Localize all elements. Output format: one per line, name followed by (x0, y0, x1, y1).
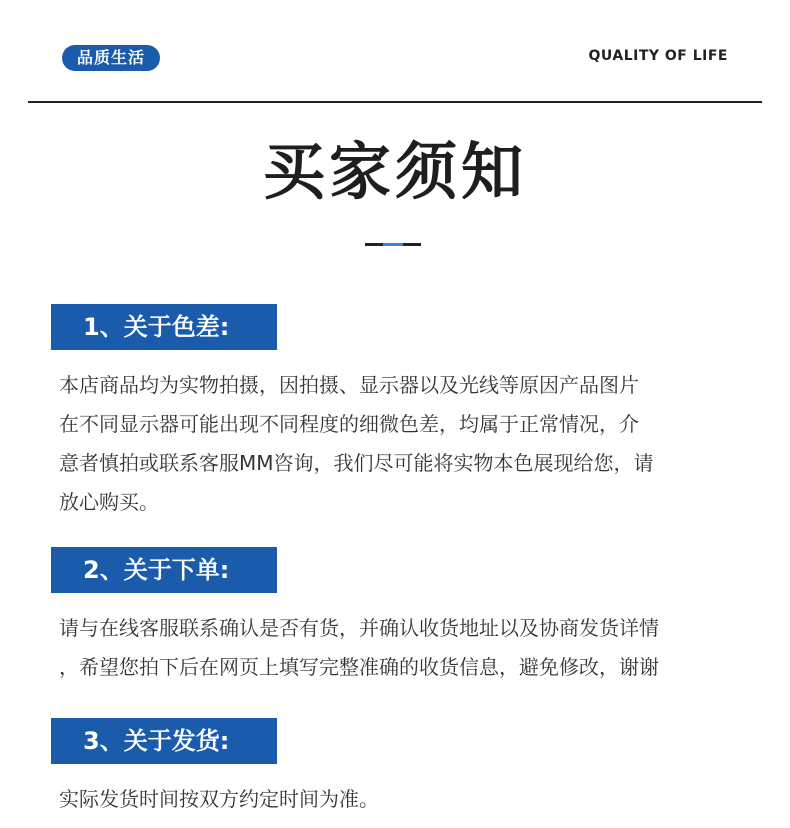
header-divider (28, 101, 762, 103)
tagline: QUALITY OF LIFE (588, 48, 728, 64)
body-line: 本店商品均为实物拍摄，因拍摄、显示器以及光线等原因产品图片 (59, 373, 639, 397)
body-line: 实际发货时间按双方约定时间为准。 (59, 787, 379, 811)
body-line: 放心购买。 (59, 490, 159, 514)
section-heading-shipping: 3、关于发货: (51, 718, 277, 764)
body-line: 在不同显示器可能出现不同程度的细微色差，均属于正常情况，介 (59, 412, 639, 436)
section-heading-ordering: 2、关于下单: (51, 547, 277, 593)
section-heading-color-difference: 1、关于色差: (51, 304, 277, 350)
body-line: ，希望您拍下后在网页上填写完整准确的收货信息，避免修改，谢谢 (59, 655, 659, 679)
badge-label: 品质生活 (76, 48, 145, 67)
section-body-color-difference (59, 366, 739, 522)
body-line: 请与在线客服联系确认是否有货，并确认收货地址以及协商发货详情 (59, 616, 659, 640)
section-body-shipping (59, 780, 739, 819)
quality-badge (62, 45, 160, 71)
body-line: 意者慎拍或联系客服MM咨询，我们尽可能将实物本色展现给您，请 (59, 451, 654, 475)
page-title: 买家须知 (262, 135, 527, 208)
section-body-ordering (59, 609, 739, 687)
accent-right (403, 243, 421, 246)
title-accent-line (365, 243, 421, 246)
accent-left (365, 243, 383, 246)
accent-center (383, 243, 403, 246)
